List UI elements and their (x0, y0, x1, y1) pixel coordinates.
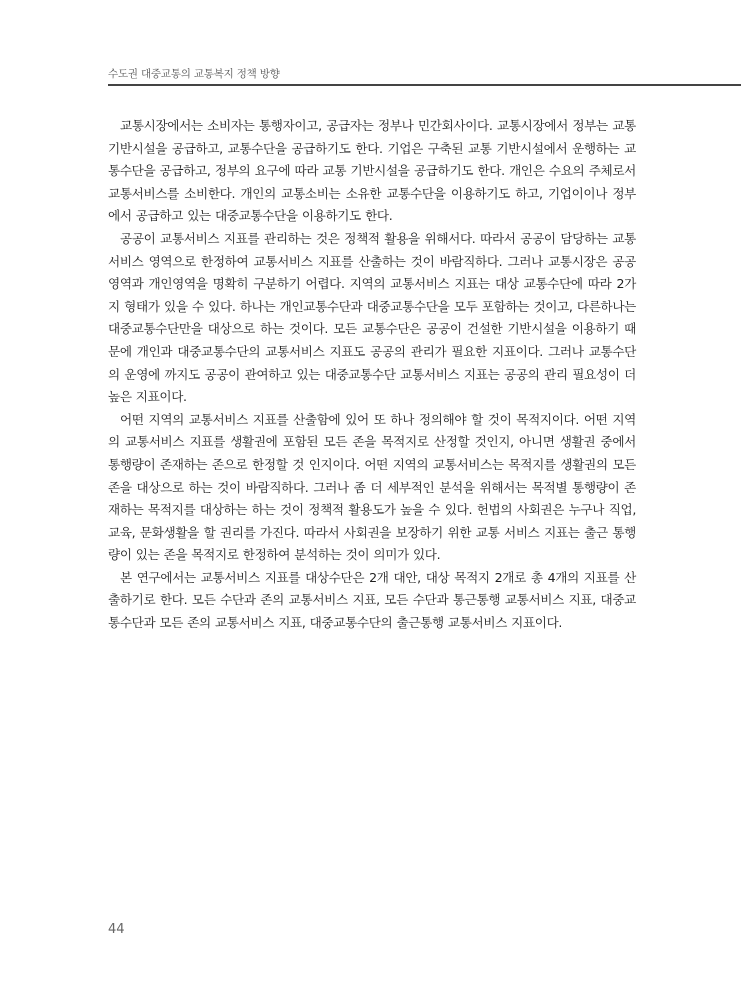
paragraph-4: 본 연구에서는 교통서비스 지표를 대상수단은 2개 대안, 대상 목적지 2개로 총 4개의 지표를 산출하기로 한다. 모든 수단과 존의 교통서비스 지표, 모든 수단과 통근통행 교통서비스 지표, 대중교통수단과 모든 존의 교통서비스 지표, 대중교통수단의 출근통행 교통서비스 지표이다. (108, 569, 636, 631)
paragraph-2: 공공이 교통서비스 지표를 관리하는 것은 정책적 활용을 위해서다. 따라서 공공이 담당하는 교통서비스 영역으로 한정하여 교통서비스 지표를 산출하는 것이 바람직하다. 그러나 교통시장은 공공영역과 개인영역을 명확히 구분하기 어렵다. 지역의 교통서비스 지표는 대상 교통수단에 따라 2가지 형태가 있을 수 있다. 하나는 개인교통수단과 대중교통수단을 모두 포함하는 것이고, 다른하나는 대중교통수단만을 대상으로 하는 것이다. 모든 교통수단은 공공이 건설한 기반시설을 이용하기 때문에 개인과 대중교통수단의 교통서비스 지표도 공공의 관리가 필요한 지표이다. 그러나 교통수단의 운영에 까지도 공공이 관여하고 있는 대중교통수단 교통서비스 지표는 공공의 관리 필요성이 더 높은 지표이다. (108, 230, 636, 405)
paragraph-3: 어떤 지역의 교통서비스 지표를 산출함에 있어 또 하나 정의해야 할 것이 목적지이다. 어떤 지역의 교통서비스 지표를 생활권에 포함된 모든 존을 목적지로 산정할 것인지, 아니면 생활권 중에서 통행량이 존재하는 존으로 한정할 것 인지이다. 어떤 지역의 교통서비스는 목적지를 생활권의 모든 존을 대상으로 하는 것이 바람직하다. 그러나 좀 더 세부적인 분석을 위해서는 목적별 통행량이 존재하는 목적지를 대상하는 하는 것이 정책적 활용도가 높을 수 있다. 헌법의 사회권은 누구나 직업, 교육, 문화생활을 할 권리를 가진다. 따라서 사회권을 보장하기 위한 교통 서비스 지표는 출근 통행량이 있는 존을 목적지로 한정하여 분석하는 것이 의미가 있다. (108, 411, 636, 563)
running-header-title: 수도권 대중교통의 교통복지 정책 방향 (108, 68, 280, 80)
body-text (108, 115, 636, 635)
paragraph-1: 교통시장에서는 소비자는 통행자이고, 공급자는 정부나 민간회사이다. 교통시장에서 정부는 교통 기반시설을 공급하고, 교통수단을 공급하기도 한다. 기업은 구축된 교통 기반시설에서 운행하는 교통수단을 공급하고, 정부의 요구에 따라 교통 기반시설을 공급하기도 한다. 개인은 수요의 주체로서 교통서비스를 소비한다. 개인의 교통소비는 소유한 교통수단을 이용하기도 하고, 기업이이나 정부에서 공급하고 있는 대중교통수단을 이용하기도 한다. (108, 118, 636, 224)
page-number: 44 (108, 922, 125, 937)
header-divider (108, 84, 741, 86)
